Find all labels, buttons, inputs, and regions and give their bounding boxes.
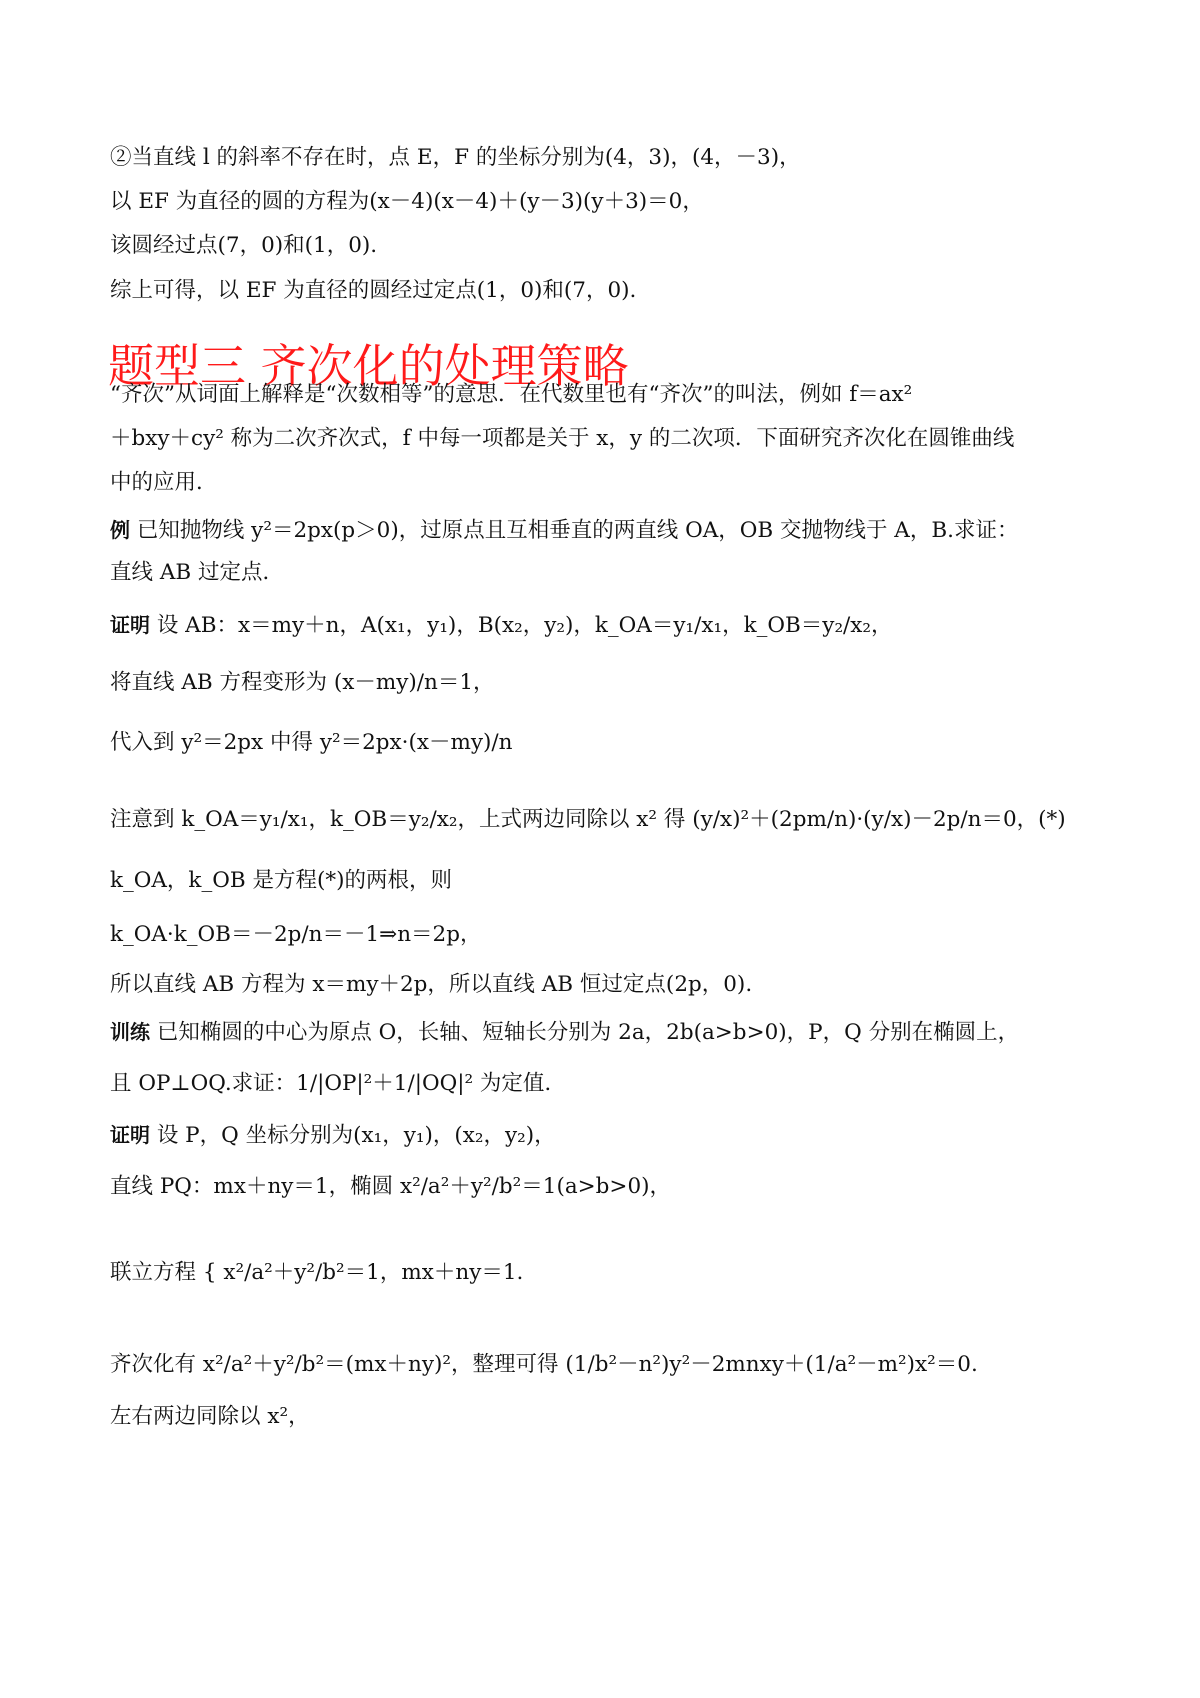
- training-label: 训练: [110, 1020, 150, 1044]
- prelude-line-3: 该圆经过点(7，0)和(1，0).: [110, 233, 378, 258]
- proof2-line-1: [110, 1120, 1100, 1151]
- proof1-line-4: 注意到 k_OA＝y₁/x₁，k_OB＝y₂/x₂，上式两边同除以 x² 得 (y/x)²＋(2pm/n)·(y/x)－2p/n＝0，(*): [110, 807, 1066, 832]
- intro-line-3: 中的应用．: [110, 470, 218, 495]
- example-line-1: [110, 515, 1100, 546]
- training-text-1: 已知椭圆的中心为原点 O，长轴、短轴长分别为 2a，2b(a>b>0)，P，Q 分别在椭圆上，: [156, 1020, 1020, 1045]
- example-label: 例: [110, 518, 130, 542]
- proof1-line-3: 代入到 y²＝2px 中得 y²＝2px·(x－my)/n: [110, 730, 513, 755]
- proof2-label: 证明: [110, 1123, 150, 1147]
- proof1-label: 证明: [110, 613, 150, 637]
- proof1-line-1: [110, 610, 1100, 641]
- proof1-line-2: 将直线 AB 方程变形为 (x－my)/n＝1，: [110, 670, 495, 695]
- prelude-line-2: 以 EF 为直径的圆的方程为(x－4)(x－4)＋(y－3)(y＋3)＝0，: [110, 189, 704, 214]
- proof2-line-3: 联立方程 { x²/a²＋y²/b²＝1，mx＋ny＝1.: [110, 1260, 524, 1285]
- proof2-text-1: 设 P，Q 坐标分别为(x₁，y₁)，(x₂，y₂)，: [156, 1123, 556, 1148]
- proof2-line-5: 左右两边同除以 x²，: [110, 1404, 310, 1429]
- proof1-text-1: 设 AB：x＝my＋n，A(x₁，y₁)，B(x₂，y₂)，k_OA＝y₁/x₁，k_OB＝y₂/x₂，: [156, 613, 893, 638]
- proof2-line-4: 齐次化有 x²/a²＋y²/b²＝(mx＋ny)²，整理可得 (1/b²－n²)y²－2mnxy＋(1/a²－m²)x²＝0.: [110, 1352, 978, 1377]
- training-line-1: [110, 1017, 1100, 1048]
- proof1-line-5: k_OA，k_OB 是方程(*)的两根，则: [110, 868, 452, 893]
- example-line-2: 直线 AB 过定点．: [110, 560, 284, 585]
- proof2-line-2: 直线 PQ：mx＋ny＝1，椭圆 x²/a²＋y²/b²＝1(a>b>0)，: [110, 1174, 672, 1199]
- training-line-2: 且 OP⊥OQ.求证：1/|OP|²＋1/|OQ|² 为定值.: [110, 1071, 552, 1096]
- intro-line-2: ＋bxy＋cy² 称为二次齐次式，f 中每一项都是关于 x，y 的二次项．下面研究齐次化在圆锥曲线: [110, 426, 1015, 451]
- proof1-line-6: k_OA·k_OB＝－2p/n＝－1⇒n＝2p，: [110, 922, 482, 947]
- example-text-1: 已知抛物线 y²＝2px(p＞0)，过原点且互相垂直的两直线 OA，OB 交抛物线于 A，B.求证：: [136, 518, 1019, 543]
- proof1-line-7: 所以直线 AB 方程为 x＝my＋2p，所以直线 AB 恒过定点(2p，0).: [110, 972, 753, 997]
- prelude-line-1: ②当直线 l 的斜率不存在时，点 E，F 的坐标分别为(4，3)，(4，－3)，: [110, 145, 801, 170]
- prelude-line-4: 综上可得，以 EF 为直径的圆经过定点(1，0)和(7，0).: [110, 278, 637, 303]
- section-heading: 题型三 齐次化的处理策略: [108, 339, 629, 393]
- intro-line-1: “齐次”从词面上解释是“次数相等”的意思．在代数里也有“齐次”的叫法，例如 f＝ax²: [110, 382, 913, 407]
